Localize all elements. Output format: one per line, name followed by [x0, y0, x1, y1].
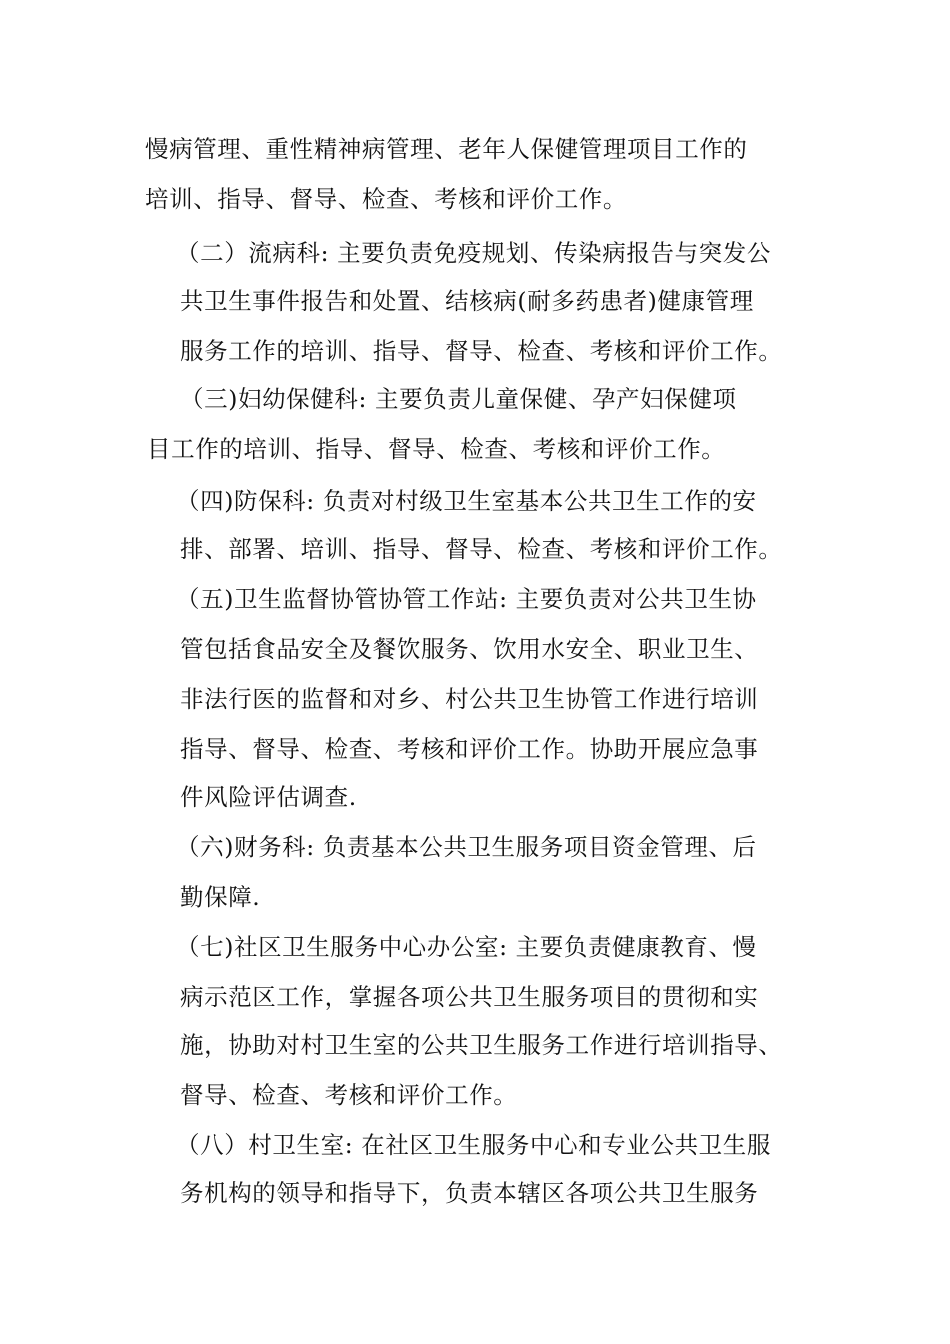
text-line: 勤保障.	[180, 883, 261, 911]
text-line: 病示范区工作，掌握各项公共卫生服务项目的贯彻和实	[180, 983, 759, 1011]
text-line: 务机构的领导和指导下，负责本辖区各项公共卫生服务	[180, 1179, 759, 1207]
text-line: （六)财务科: 负责基本公共卫生服务项目资金管理、后	[176, 833, 757, 861]
text-line: （二）流病科: 主要负责免疫规划、传染病报告与突发公	[176, 239, 771, 267]
text-line: 慢病管理、重性精神病管理、老年人保健管理项目工作的	[145, 135, 748, 163]
text-line: 目工作的培训、指导、督导、检查、考核和评价工作。	[147, 435, 726, 463]
text-line: （八）村卫生室: 在社区卫生服务中心和专业公共卫生服	[176, 1131, 771, 1159]
text-line: 共卫生事件报告和处置、结核病(耐多药患者)健康管理	[180, 287, 754, 315]
text-line: 培训、指导、督导、检查、考核和评价工作。	[145, 185, 627, 213]
text-line: 指导、督导、检查、考核和评价工作。协助开展应急事	[180, 735, 759, 763]
text-line: 件风险评估调查.	[180, 783, 357, 811]
text-line: 督导、检查、考核和评价工作。	[180, 1081, 518, 1109]
text-line: （三)妇幼保健科: 主要负责儿童保健、孕产妇保健项	[180, 385, 737, 413]
text-line: 非法行医的监督和对乡、村公共卫生协管工作进行培训	[180, 685, 759, 713]
text-line: 施，协助对村卫生室的公共卫生服务工作进行培训指导、	[180, 1031, 783, 1059]
text-line: 管包括食品安全及餐饮服务、饮用水安全、职业卫生、	[180, 635, 759, 663]
text-line: （四)防保科: 负责对村级卫生室基本公共卫生工作的安	[176, 487, 757, 515]
text-line: （五)卫生监督协管协管工作站: 主要负责对公共卫生协	[176, 585, 757, 613]
text-line: 服务工作的培训、指导、督导、检查、考核和评价工作。	[180, 337, 783, 365]
text-line: （七)社区卫生服务中心办公室: 主要负责健康教育、慢	[176, 933, 757, 961]
text-line: 排、部署、培训、指导、督导、检查、考核和评价工作。	[180, 535, 783, 563]
